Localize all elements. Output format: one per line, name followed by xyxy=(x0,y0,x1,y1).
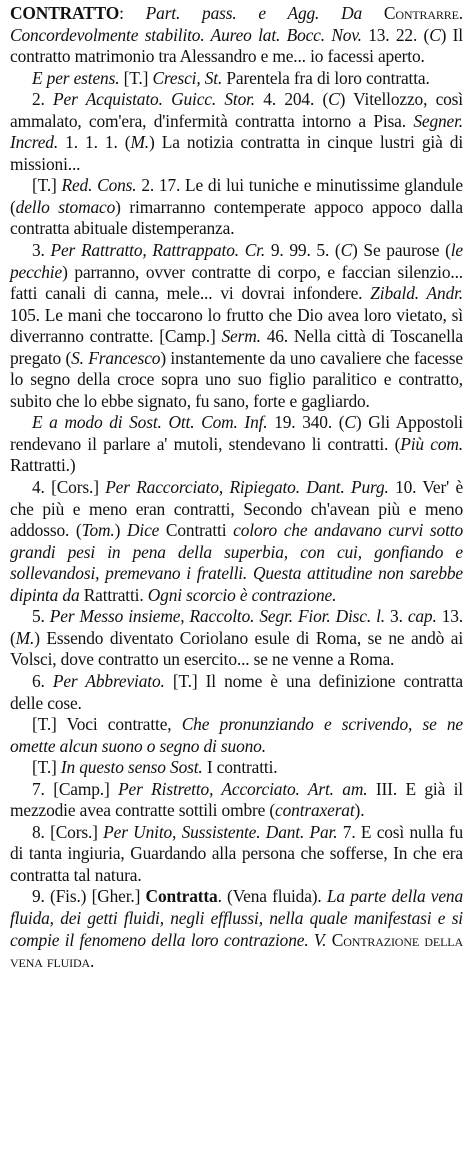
text-run: Rattratti.) xyxy=(10,455,76,476)
text-run: Rattratti. xyxy=(79,584,148,605)
text-run: C xyxy=(328,89,340,110)
text-run: . (Vena fluida). xyxy=(217,886,327,907)
text-run: 7. [Camp.] xyxy=(32,778,119,799)
text-run: 9. 99. 5. ( xyxy=(265,240,341,261)
text-run: 4. 204. ( xyxy=(255,89,329,110)
text-run: 19. 340. ( xyxy=(267,412,345,433)
sense-9-paragraph xyxy=(10,886,463,972)
text-run: E per estens. xyxy=(32,67,120,88)
sense-extended-paragraph xyxy=(10,68,463,90)
text-run: 2. 17. Le di lui tuniche e minutissime glandule ( xyxy=(10,175,463,217)
text-run: C xyxy=(340,240,353,261)
text-run: [T.] Il nome è una definizione contratta delle cose. xyxy=(10,670,463,713)
text-run: Per Acquistato. Guicc. Stor. xyxy=(53,89,255,110)
sense-6-voci-paragraph xyxy=(10,714,463,757)
text-run: Segner. Incred. xyxy=(10,110,463,153)
text-run: 46. Nella città di Toscanella pregato ( xyxy=(10,326,464,368)
text-run: CONTRATTO xyxy=(10,3,120,23)
text-run: ) Essendo diventato Coriolano esule di Roma, se ne andò ai Volsci, dove contratto un esercito... se ne venne a Roma. xyxy=(10,627,463,670)
text-run: contrazione. xyxy=(251,584,337,605)
sense-5-paragraph xyxy=(10,606,463,671)
text-run: 9. (Fis.) [Gher.] xyxy=(32,886,146,907)
text-run: 10. Ver' è che più e meno eran contratti, Secondo ch'avean più e meno addosso. ( xyxy=(10,477,464,541)
sense-6-noun-paragraph xyxy=(10,757,463,779)
text-run: ). xyxy=(354,800,365,821)
text-run: 1. 1. 1. ( xyxy=(58,132,131,153)
text-run: Zibald. Andr. xyxy=(370,283,463,304)
sense-6-paragraph xyxy=(10,671,463,714)
text-run: Per Rattratto, Rattrappato. Cr. xyxy=(50,240,266,261)
text-run: [T.] xyxy=(32,175,62,196)
text-run: Per Abbreviato. xyxy=(52,670,165,691)
text-run: Per Messo insieme, Raccolto. Segr. Fior. Disc. l. xyxy=(49,606,385,627)
sense-8-paragraph xyxy=(10,822,463,887)
text-run: [T.] xyxy=(119,67,153,88)
text-run: S. Francesco xyxy=(71,347,161,368)
text-run: 6. xyxy=(32,670,53,691)
text-run: Che pronunziando e scrivendo, se ne omette alcun suono o segno di suono. xyxy=(10,714,463,756)
text-run: 3. xyxy=(32,240,51,261)
text-run: Dice xyxy=(126,520,160,541)
sense-2-paragraph xyxy=(10,89,463,175)
entry-headword-paragraph xyxy=(10,3,463,68)
text-run: ) rimarranno contemperate appoco appoco dalla contratta abituale distemperanza. xyxy=(10,196,463,239)
text-run: 7. E così nulla fu di tanta ingiuria, Guardando alla persona che sofferse, In che era contratta tal natura. xyxy=(10,821,464,885)
text-run: 3. xyxy=(384,606,408,627)
sense-3-noun-paragraph xyxy=(10,412,463,477)
text-run: ) xyxy=(114,520,127,541)
text-run: 8. [Cors.] xyxy=(32,821,104,842)
text-run: Tom. xyxy=(81,520,115,541)
text-run: Concordevolmente stabilito. Aureo lat. Bocc. Nov. xyxy=(10,24,362,45)
text-run: III. E già il mezzodie avea contratte sottili ombre ( xyxy=(10,778,463,821)
text-run: . xyxy=(90,951,95,972)
text-run: coloro che andavano curvi sotto grandi pesi in pena della superbia, con cui, gonfiando e sollevandosi, premevano i fratelli. Questa attitudine non sarebbe dipinta da xyxy=(10,520,463,605)
text-run: 13. ( xyxy=(10,606,463,648)
sense-3-paragraph xyxy=(10,240,463,412)
text-run: ) instantemente da uno cavaliere che facesse lo segno della croce sopra uno suo figlio paralitico e contratto, subito che lo ebbe signato, fu sano, forte e gagliardo. xyxy=(10,347,463,411)
text-run: cap. xyxy=(407,606,437,627)
text-run: ) Se paurose ( xyxy=(352,240,451,261)
text-run: Contrarre xyxy=(383,3,459,23)
text-run: Cresci, St. xyxy=(152,67,223,88)
text-run: Serm. xyxy=(221,326,261,347)
text-run: Per Raccorciato, Ripiegato. Dant. Purg. xyxy=(105,477,389,498)
text-run: M. xyxy=(130,132,149,153)
text-run: 2. xyxy=(32,89,54,110)
text-run: Part. pass. e Agg. Da xyxy=(145,3,384,23)
text-run: 4. [Cors.] xyxy=(32,477,106,498)
text-run: . xyxy=(458,3,463,23)
sense-2-citation-paragraph xyxy=(10,175,463,240)
text-run: Per Unito, Sussistente. Dant. Par. xyxy=(103,821,338,842)
text-run: Contratta xyxy=(145,886,218,907)
text-run: C xyxy=(344,412,356,433)
text-run: [T.] Voci contratte, xyxy=(32,714,182,735)
text-run: M. xyxy=(15,627,35,648)
sense-7-paragraph xyxy=(10,779,463,822)
text-run: Ogni scorcio è xyxy=(147,584,248,605)
text-run: I contratti. xyxy=(202,757,278,778)
text-run: Contratti xyxy=(159,520,234,541)
text-run: 13. 22. ( xyxy=(361,24,430,45)
text-run: ) La notizia contratta in cinque lustri già di missioni... xyxy=(10,132,463,174)
text-run: In questo senso Sost. xyxy=(60,757,203,778)
text-run: : xyxy=(119,3,146,23)
text-run: Red. Cons. xyxy=(61,175,137,196)
text-run: Parentela fra di loro contratta. xyxy=(222,67,430,88)
text-run: Per Ristretto, Accorciato. Art. am. xyxy=(118,778,368,799)
text-run: C xyxy=(429,24,441,45)
text-run: 5. xyxy=(32,606,50,627)
sense-4-paragraph xyxy=(10,477,463,606)
text-run: ) parranno, ovver contratte di corpo, e faccian silenzio... fatti canali di canna, mele... vi dovrai infondere. xyxy=(10,261,463,304)
text-run: le pecchie xyxy=(10,240,463,282)
text-run: E a modo di Sost. Ott. Com. Inf. xyxy=(32,412,268,433)
text-run: ) Vitellozzo, così ammalato, com'era, d'infermità contratta intorno a Pisa. xyxy=(10,89,463,131)
text-run: [T.] xyxy=(32,757,61,778)
text-run: 105. Le mani che toccarono lo frutto che Dio avea loro vietato, sì diverranno contratte. [Camp.] xyxy=(10,304,463,347)
text-run: ) Gli Appostoli rendevano il parlare a' mutoli, stendevano li contratti. ( xyxy=(10,412,463,454)
text-run: ) Il contratto matrimonio tra Alessandro e me... io facessi aperto. xyxy=(10,24,463,67)
text-run: Contrazione della vena fluida xyxy=(10,929,463,972)
text-run: Più com. xyxy=(400,433,464,454)
text-run: dello stomaco xyxy=(15,196,116,217)
text-run: La parte della vena fluida, dei getti fluidi, negli efflussi, nella quale manifestasi e si compie il fenomeno della loro contrazione. V. xyxy=(10,886,463,950)
text-run: contraxerat xyxy=(275,800,355,821)
